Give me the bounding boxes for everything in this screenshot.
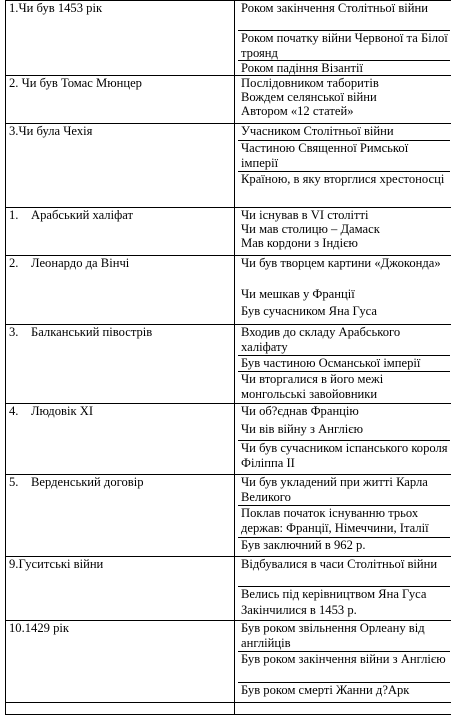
table-row xyxy=(6,703,451,715)
question-number: 1. xyxy=(9,208,19,222)
empty-cell xyxy=(6,703,235,715)
empty-cell xyxy=(235,703,451,715)
question-number: 2. xyxy=(9,256,19,270)
answer-option: Був роком смерті Жанни д?Арк xyxy=(238,682,450,699)
question-cell xyxy=(6,621,235,703)
answer-option: Був частиною Османської імперії xyxy=(238,355,450,371)
answer-option: Країною, в яку вторглися хрестоносці xyxy=(238,171,450,203)
answer-option: Роком початку війни Червоної та Білої троянд xyxy=(238,30,450,60)
answer-option: Чи об?єднав Францію xyxy=(241,404,359,418)
question-cell xyxy=(6,124,235,208)
answer-option: Чи мав столицю – Дамаск xyxy=(241,222,380,236)
question-cell xyxy=(6,208,235,256)
question-cell xyxy=(6,325,235,404)
answer-option: Мав кордони з Індією xyxy=(241,236,358,250)
question-cell xyxy=(6,256,235,325)
answer-option: Учасником Столітньої війни xyxy=(241,124,394,138)
answer-option: Чи мешкав у Франції xyxy=(241,287,355,301)
answer-option: Поклав початок існуванню трьох держав: Франції, Німеччини, Італії xyxy=(238,505,450,537)
answer-option: Чи був сучасником іспанського короля Філіппа II xyxy=(238,440,450,472)
answer-cell xyxy=(235,475,451,557)
answer-option: Роком падіння Візантії xyxy=(238,60,450,75)
answer-option: Вождем селянської війни xyxy=(241,90,377,104)
answer-cell xyxy=(235,404,451,475)
answer-option: Послідовником таборитів xyxy=(241,76,379,90)
answer-option: Роком закінчення Столітньої війни xyxy=(241,1,428,15)
table-row xyxy=(6,404,451,475)
question-text: 2. Чи був Томас Мюнцер xyxy=(9,76,142,90)
answer-option: Був сучасником Яна Гуса xyxy=(241,304,377,318)
answer-cell xyxy=(235,208,451,256)
answer-option: Чи вів війну з Англією xyxy=(241,422,364,436)
answer-cell xyxy=(235,124,451,208)
answer-option: Чи був укладений при житті Карла Великого xyxy=(241,475,428,504)
table-row xyxy=(6,76,451,124)
question-number: 5. xyxy=(9,475,19,489)
question-text: 3.Чи була Чехія xyxy=(9,124,93,138)
question-number: 4. xyxy=(9,404,19,418)
answer-cell xyxy=(235,621,451,703)
answer-option: Відбувалися в часи Столітньої війни xyxy=(241,557,438,571)
question-text: Арабський халіфат xyxy=(31,208,134,222)
answer-option: Закінчилися в 1453 р. xyxy=(241,603,357,617)
answer-cell xyxy=(235,76,451,124)
question-number: 3. xyxy=(9,325,19,339)
answer-cell xyxy=(235,1,451,76)
quiz-table xyxy=(5,0,451,715)
question-text: 1.Чи був 1453 рік xyxy=(9,1,103,15)
answer-option: Велись під керівництвом Яна Гуса xyxy=(238,586,450,603)
question-text: Леонардо да Вінчі xyxy=(31,256,130,270)
question-cell xyxy=(6,475,235,557)
answer-option: Був заключний в 962 р. xyxy=(238,537,450,554)
answer-cell xyxy=(235,256,451,325)
table-row xyxy=(6,1,451,76)
answer-option: Частиною Священної Римської імперії xyxy=(238,140,450,171)
answer-option: Чи вторгалися в його межі монгольські завойовники xyxy=(238,371,450,402)
question-text: Людовік XI xyxy=(31,404,94,418)
answer-option: Входив до складу Арабського халіфату xyxy=(241,325,401,354)
answer-option: Автором «12 статей» xyxy=(241,104,354,118)
table-row xyxy=(6,208,451,256)
question-cell xyxy=(6,557,235,621)
question-text: 9.Гуситські війни xyxy=(9,557,104,571)
question-text: Верденський договір xyxy=(31,475,144,489)
question-cell xyxy=(6,1,235,76)
table-row xyxy=(6,325,451,404)
question-cell xyxy=(6,404,235,475)
table-row xyxy=(6,475,451,557)
answer-cell xyxy=(235,557,451,621)
answer-option: Був роком закінчення війни з Англією xyxy=(238,651,450,682)
answer-option: Чи існував в VI столітті xyxy=(241,208,369,222)
answer-cell xyxy=(235,325,451,404)
answer-option: Чи був творцем картини «Джоконда» xyxy=(241,256,441,270)
answer-option: Був роком звільнення Орлеану від англійців xyxy=(241,621,425,650)
table-row xyxy=(6,557,451,621)
table-row xyxy=(6,124,451,208)
question-text: 10.1429 рік xyxy=(9,621,69,635)
table-row xyxy=(6,621,451,703)
table-row xyxy=(6,256,451,325)
question-text: Балканський півострів xyxy=(31,325,153,339)
question-cell xyxy=(6,76,235,124)
